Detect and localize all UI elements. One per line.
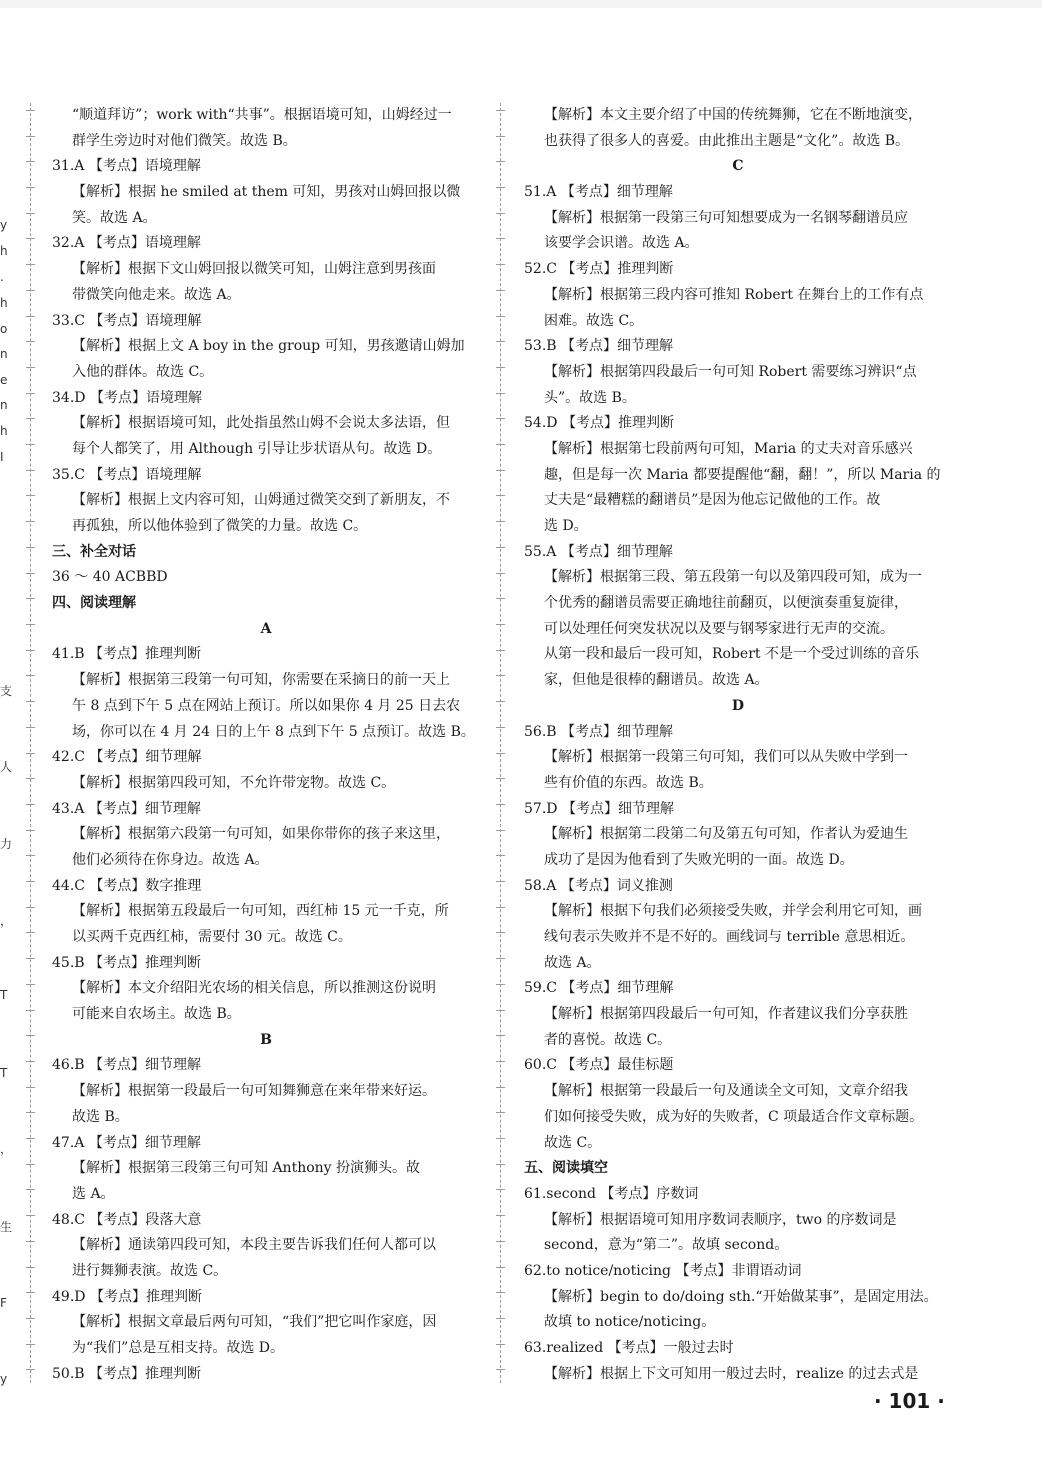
- explanation-line: 们如何接受失败，成为好的失败者，C 项最适合作文章标题。: [544, 1108, 924, 1125]
- answer-line: 43.A 【考点】细节理解: [52, 800, 201, 817]
- rule-tick: [26, 1087, 35, 1088]
- answer-line: 54.D 【考点】推理判断: [524, 415, 674, 432]
- answer-line: 58.A 【考点】词义推测: [524, 877, 673, 894]
- rule-tick: [496, 778, 505, 779]
- rule-tick: [26, 521, 35, 522]
- explanation-line: 【解析】根据第七段前两句可知，Maria 的丈夫对音乐感兴: [544, 440, 913, 457]
- margin-glyph: n: [0, 398, 8, 412]
- rule-tick: [26, 161, 35, 162]
- rule-tick: [26, 470, 35, 471]
- rule-tick: [496, 547, 505, 548]
- answer-line: 61.second 【考点】序数词: [524, 1185, 699, 1202]
- rule-tick: [496, 187, 505, 188]
- explanation-line: 【解析】本文介绍阳光农场的相关信息，所以推测这份说明: [72, 980, 436, 997]
- rule-tick: [26, 1369, 35, 1370]
- explanation-line: 个优秀的翻谱员需要正确地往前翻页，以便演奏重复旋律，: [544, 595, 908, 612]
- rule-tick: [26, 290, 35, 291]
- explanation-line: 带微笑向他走来。故选 A。: [72, 286, 241, 303]
- explanation-line: 头”。故选 B。: [544, 389, 636, 406]
- explanation-line: 再孤独，所以他体验到了微笑的力量。故选 C。: [72, 518, 368, 534]
- margin-glyph: h: [0, 296, 8, 310]
- explanation-line: 【解析】根据语境可知用序数词表顺序，two 的序数词是: [544, 1211, 897, 1228]
- explanation-line: 【解析】根据 he smiled at them 可知，男孩对山姆回报以微: [72, 184, 461, 201]
- margin-glyph: h: [0, 424, 8, 438]
- rule-tick: [496, 161, 505, 162]
- margin-glyph: ，: [0, 914, 13, 928]
- explanation-line: 【解析】根据上文 A boy in the group 可知，男孩邀请山姆加: [72, 338, 465, 355]
- rule-tick: [26, 1241, 35, 1242]
- rule-tick: [496, 213, 505, 214]
- rule-tick: [496, 470, 505, 471]
- rule-tick: [496, 598, 505, 599]
- rule-tick: [496, 624, 505, 625]
- rule-tick: [496, 1369, 505, 1370]
- rule-tick: [496, 984, 505, 985]
- explanation-line: 【解析】根据第四段可知，不允许带宠物。故选 C。: [72, 774, 396, 791]
- rule-tick: [26, 1112, 35, 1113]
- rule-tick: [26, 264, 35, 265]
- explanation-line: 【解析】根据下文山姆回报以微笑可知，山姆注意到男孩面: [72, 261, 436, 278]
- margin-glyph: 支: [0, 684, 13, 698]
- explanation-line: 【解析】根据上文内容可知，山姆通过微笑交到了新朋友，不: [72, 492, 450, 509]
- margin-glyph: T: [0, 1066, 8, 1080]
- explanation-line: 故选 C。: [544, 1134, 602, 1151]
- explanation-line: 【解析】根据第三段第一句可知，你需要在采摘日的前一天上: [72, 672, 450, 689]
- explanation-line: 故填 to notice/noticing。: [544, 1314, 716, 1331]
- margin-glyph: y: [0, 1372, 8, 1386]
- explanation-line: 【解析】根据上下文可知用一般过去时，realize 的过去式是: [544, 1365, 919, 1382]
- answer-line: 56.B 【考点】细节理解: [524, 723, 674, 740]
- rule-tick: [496, 418, 505, 419]
- rule-tick: [496, 444, 505, 445]
- rule-tick: [496, 1087, 505, 1088]
- answer-line: 51.A 【考点】细节理解: [524, 184, 673, 201]
- margin-glyph: 力: [0, 837, 13, 851]
- center-divider-rule: [500, 103, 501, 1383]
- rule-tick: [26, 1215, 35, 1216]
- rule-tick: [26, 1010, 35, 1011]
- explanation-line: 【解析】begin to do/doing sth.“开始做某事”，是固定用法。: [544, 1288, 938, 1305]
- rule-tick: [496, 881, 505, 882]
- rule-tick: [26, 1267, 35, 1268]
- rule-tick: [26, 238, 35, 239]
- explanation-line: 线句表示失败并不是不好的。画线词与 terrible 意思相近。: [544, 929, 915, 945]
- passage-label: D: [731, 697, 745, 714]
- rule-tick: [496, 1035, 505, 1036]
- explanation-line: 入他的群体。故选 C。: [72, 363, 214, 380]
- rule-tick: [496, 1061, 505, 1062]
- answer-line: 55.A 【考点】细节理解: [524, 543, 673, 560]
- rule-tick: [26, 624, 35, 625]
- answer-line: 53.B 【考点】细节理解: [524, 338, 674, 355]
- explanation-line: 为“我们”总是互相支持。故选 D。: [72, 1340, 284, 1356]
- margin-glyph: y: [0, 218, 8, 232]
- rule-tick: [26, 984, 35, 985]
- answer-line: 63.realized 【考点】一般过去时: [524, 1340, 734, 1356]
- right-answer-column: [524, 103, 952, 1387]
- rule-tick: [26, 1164, 35, 1165]
- explanation-line: 【解析】根据第三段、第五段第一句以及第四段可知，成为一: [544, 569, 922, 586]
- rule-tick: [496, 907, 505, 908]
- explanation-line: 也获得了很多人的喜爱。由此推出主题是“文化”。故选 B。: [544, 132, 910, 149]
- answer-line: 59.C 【考点】细节理解: [524, 980, 674, 997]
- explanation-line: 【解析】本文主要介绍了中国的传统舞狮，它在不断地演变，: [544, 107, 922, 123]
- rule-tick: [26, 1292, 35, 1293]
- explanation-line: 群学生旁边时对他们微笑。故选 B。: [72, 132, 297, 149]
- rule-tick: [26, 753, 35, 754]
- explanation-line: 【解析】根据第四段最后一句可知，作者建议我们分享获胜: [544, 1006, 908, 1023]
- rule-tick: [26, 830, 35, 831]
- explanation-line: 【解析】通读第四段可知，本段主要告诉我们任何人都可以: [72, 1237, 436, 1254]
- rule-tick: [26, 1138, 35, 1139]
- rule-tick: [496, 367, 505, 368]
- answer-line: 41.B 【考点】推理判断: [52, 646, 202, 663]
- answer-line: 62.to notice/noticing 【考点】非谓语动词: [524, 1262, 802, 1279]
- rule-tick: [26, 1061, 35, 1062]
- rule-tick: [496, 110, 505, 111]
- rule-tick: [26, 187, 35, 188]
- rule-tick: [26, 341, 35, 342]
- rule-tick: [26, 598, 35, 599]
- answer-line: 48.C 【考点】段落大意: [52, 1211, 202, 1228]
- rule-tick: [496, 650, 505, 651]
- answer-line: 42.C 【考点】细节理解: [52, 749, 202, 766]
- answer-line: 47.A 【考点】细节理解: [52, 1134, 201, 1151]
- rule-tick: [26, 110, 35, 111]
- explanation-line: 故选 B。: [72, 1108, 129, 1125]
- rule-tick: [496, 393, 505, 394]
- answer-line: 52.C 【考点】推理判断: [524, 261, 674, 278]
- rule-tick: [496, 264, 505, 265]
- explanation-line: 【解析】根据第一段最后一句及通读全文可知，文章介绍我: [544, 1083, 908, 1100]
- explanation-line: 【解析】根据第三段第三句可知 Anthony 扮演狮头。故: [72, 1160, 421, 1177]
- explanation-line: 【解析】根据语境可知，此处指虽然山姆不会说太多法语，但: [72, 415, 450, 432]
- explanation-line: 【解析】根据第五段最后一句可知，西红柿 15 元一千克，所: [72, 903, 449, 920]
- rule-tick: [26, 1035, 35, 1036]
- rule-tick: [26, 573, 35, 574]
- page-number: · 101 ·: [874, 1389, 945, 1413]
- explanation-line: “顺道拜访”；work with“共事”。根据语境可知，山姆经过一: [72, 107, 452, 123]
- rule-tick: [26, 418, 35, 419]
- rule-tick: [496, 675, 505, 676]
- section-heading: 四、阅读理解: [52, 595, 136, 612]
- rule-tick: [496, 1241, 505, 1242]
- rule-tick: [496, 855, 505, 856]
- answer-line: 34.D 【考点】语境理解: [52, 389, 202, 406]
- explanation-line: 趣，但是每一次 Maria 都要提醒他“翻，翻！”，所以 Maria 的: [544, 466, 941, 483]
- margin-glyph: o: [0, 322, 8, 336]
- passage-label: A: [260, 620, 272, 637]
- answer-line: 50.B 【考点】推理判断: [52, 1365, 202, 1382]
- rule-tick: [496, 804, 505, 805]
- explanation-line: 【解析】根据第一段第三句可知，我们可以从失败中学到一: [544, 749, 908, 766]
- margin-glyph: h: [0, 244, 8, 258]
- margin-glyph: ，: [0, 1142, 13, 1156]
- rule-tick: [496, 1010, 505, 1011]
- answer-line: 57.D 【考点】细节理解: [524, 800, 674, 817]
- explanation-line: 困难。故选 C。: [544, 312, 644, 329]
- rule-tick: [496, 290, 505, 291]
- answer-line: 60.C 【考点】最佳标题: [524, 1057, 674, 1074]
- explanation-line: 【解析】根据第四段最后一句可知 Robert 需要练习辨识“点: [544, 363, 917, 380]
- rule-tick: [26, 1318, 35, 1319]
- rule-tick: [496, 932, 505, 933]
- rule-tick: [26, 958, 35, 959]
- rule-tick: [496, 1164, 505, 1165]
- top-scan-band: [0, 0, 1042, 8]
- margin-glyph: 生: [0, 1220, 13, 1234]
- rule-tick: [26, 804, 35, 805]
- rule-tick: [496, 958, 505, 959]
- margin-glyph: F: [0, 1296, 7, 1310]
- explanation-line: 故选 A。: [544, 954, 601, 971]
- passage-label: B: [260, 1031, 272, 1048]
- explanation-line: second，意为“第二”。故填 second。: [544, 1237, 789, 1254]
- answer-line: 32.A 【考点】语境理解: [52, 235, 201, 252]
- rule-tick: [496, 727, 505, 728]
- explanation-line: 以买两千克西红柿，需要付 30 元。故选 C。: [72, 929, 352, 945]
- rule-tick: [26, 213, 35, 214]
- rule-tick: [26, 444, 35, 445]
- rule-tick: [496, 136, 505, 137]
- rule-tick: [496, 495, 505, 496]
- rule-tick: [496, 1112, 505, 1113]
- explanation-line: 【解析】根据第三段内容可推知 Robert 在舞台上的工作有点: [544, 286, 924, 303]
- explanation-line: 可以处理任何突发状况以及要与钢琴家进行无声的交流。: [544, 620, 894, 637]
- rule-tick: [496, 753, 505, 754]
- rule-tick: [26, 881, 35, 882]
- answer-line: 31.A 【考点】语境理解: [52, 158, 201, 175]
- rule-tick: [496, 1318, 505, 1319]
- answer-line: 45.B 【考点】推理判断: [52, 954, 202, 971]
- answer-line: 44.C 【考点】数字推理: [52, 877, 202, 894]
- rule-tick: [496, 573, 505, 574]
- rule-tick: [496, 238, 505, 239]
- margin-glyph: n: [0, 347, 8, 361]
- rule-tick: [26, 495, 35, 496]
- rule-tick: [496, 521, 505, 522]
- rule-tick: [26, 316, 35, 317]
- passage-label: C: [732, 158, 744, 175]
- rule-tick: [26, 136, 35, 137]
- explanation-line: 丈夫是“最糟糕的翻谱员”是因为他忘记做他的工作。故: [544, 492, 881, 509]
- rule-tick: [496, 316, 505, 317]
- rule-tick: [26, 932, 35, 933]
- rule-tick: [26, 907, 35, 908]
- rule-tick: [496, 1189, 505, 1190]
- rule-tick: [26, 393, 35, 394]
- answer-line: 49.D 【考点】推理判断: [52, 1288, 202, 1305]
- rule-tick: [496, 1138, 505, 1139]
- rule-tick: [496, 1344, 505, 1345]
- rule-tick: [496, 1215, 505, 1216]
- explanation-line: 者的喜悦。故选 C。: [544, 1031, 672, 1048]
- left-binding-rule: [30, 103, 31, 1383]
- rule-tick: [26, 650, 35, 651]
- explanation-line: 每个人都笑了，用 Although 引导让步状语从句。故选 D。: [72, 440, 442, 457]
- left-answer-column: [52, 103, 480, 1387]
- answer-line: 35.C 【考点】语境理解: [52, 466, 202, 483]
- rule-tick: [26, 547, 35, 548]
- rule-tick: [26, 727, 35, 728]
- explanation-line: 进行舞狮表演。故选 C。: [72, 1262, 228, 1279]
- rule-tick: [26, 367, 35, 368]
- margin-glyph: I: [0, 450, 4, 464]
- rule-tick: [26, 778, 35, 779]
- rule-tick: [496, 830, 505, 831]
- rule-tick: [26, 855, 35, 856]
- rule-tick: [26, 701, 35, 702]
- section-heading: 五、阅读填空: [524, 1160, 608, 1177]
- answer-line: 36 ～ 40 ACBBD: [52, 569, 168, 586]
- explanation-line: 场，你可以在 4 月 24 日的上午 8 点到下午 5 点预订。故选 B。: [72, 723, 475, 740]
- explanation-line: 从第一段和最后一段可知，Robert 不是一个受过训练的音乐: [544, 646, 919, 663]
- margin-glyph: e: [0, 373, 8, 387]
- section-heading: 三、补全对话: [52, 543, 136, 560]
- explanation-line: 【解析】根据第六段第一句可知，如果你带你的孩子来这里，: [72, 826, 450, 843]
- explanation-line: 【解析】根据第二段第二句及第五句可知，作者认为爱迪生: [544, 826, 908, 843]
- rule-tick: [496, 1267, 505, 1268]
- margin-glyph: T: [0, 988, 8, 1002]
- explanation-line: 选 D。: [544, 518, 588, 534]
- rule-tick: [26, 1189, 35, 1190]
- rule-tick: [496, 1292, 505, 1293]
- margin-glyph: .: [0, 270, 4, 284]
- explanation-line: 他们必须待在你身边。故选 A。: [72, 851, 269, 868]
- answer-line: 33.C 【考点】语境理解: [52, 312, 202, 329]
- explanation-line: 【解析】根据第一段最后一句可知舞狮意在来年带来好运。: [72, 1083, 436, 1100]
- margin-glyph: 人: [0, 760, 13, 774]
- rule-tick: [26, 1344, 35, 1345]
- rule-tick: [26, 675, 35, 676]
- explanation-line: 家，但他是很棒的翻谱员。故选 A。: [544, 672, 769, 689]
- explanation-line: 些有价值的东西。故选 B。: [544, 774, 713, 791]
- answer-line: 46.B 【考点】细节理解: [52, 1057, 202, 1074]
- explanation-line: 成功了是因为他看到了失败光明的一面。故选 D。: [544, 851, 854, 868]
- explanation-line: 笑。故选 A。: [72, 209, 157, 226]
- explanation-line: 可能来自农场主。故选 B。: [72, 1006, 241, 1023]
- explanation-line: 该要学会识谱。故选 A。: [544, 235, 699, 252]
- explanation-line: 选 A。: [72, 1185, 115, 1202]
- explanation-line: 【解析】根据下句我们必须接受失败，并学会利用它可知，画: [544, 903, 922, 920]
- explanation-line: 午 8 点到下午 5 点在网站上预订。所以如果你 4 月 25 日去农: [72, 697, 461, 714]
- explanation-line: 【解析】根据文章最后两句可知，“我们”把它叫作家庭，因: [72, 1314, 437, 1331]
- explanation-line: 【解析】根据第一段第三句可知想要成为一名钢琴翻谱员应: [544, 209, 908, 226]
- rule-tick: [496, 341, 505, 342]
- rule-tick: [496, 701, 505, 702]
